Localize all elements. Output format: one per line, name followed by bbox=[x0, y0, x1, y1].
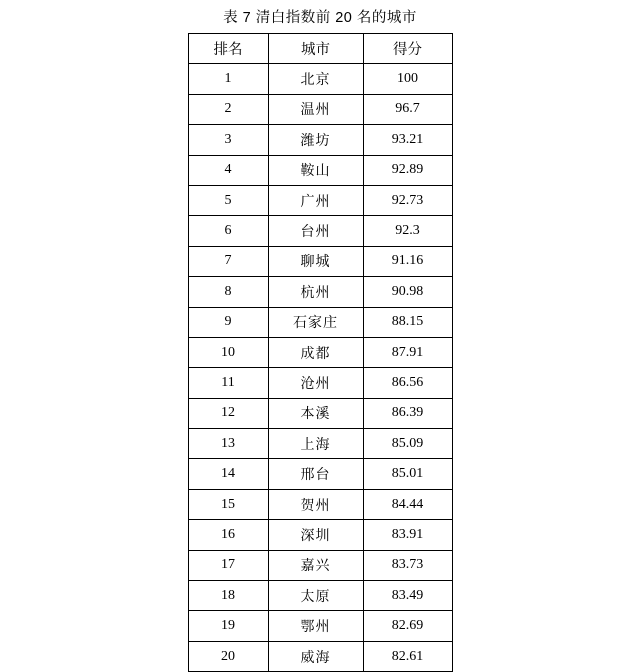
cell-rank: 18 bbox=[188, 581, 268, 611]
table-row bbox=[188, 611, 452, 641]
cell-score: 82.61 bbox=[363, 641, 452, 671]
cell-score: 85.09 bbox=[363, 429, 452, 459]
column-header-city: 城市 bbox=[268, 34, 363, 64]
cell-rank: 20 bbox=[188, 641, 268, 671]
cell-city: 邢台 bbox=[268, 459, 363, 489]
cell-rank: 17 bbox=[188, 550, 268, 580]
cell-city: 石家庄 bbox=[268, 307, 363, 337]
table-caption: 表 7 清白指数前 20 名的城市 bbox=[223, 10, 417, 26]
table-row bbox=[188, 307, 452, 337]
cell-city: 威海 bbox=[268, 641, 363, 671]
cell-score: 100 bbox=[363, 64, 452, 94]
cell-score: 91.16 bbox=[363, 246, 452, 276]
cell-rank: 2 bbox=[188, 94, 268, 124]
table-row bbox=[188, 337, 452, 367]
table-row bbox=[188, 398, 452, 428]
cell-rank: 9 bbox=[188, 307, 268, 337]
table-row bbox=[188, 94, 452, 124]
cell-rank: 11 bbox=[188, 368, 268, 398]
cell-city: 沧州 bbox=[268, 368, 363, 398]
cell-rank: 15 bbox=[188, 489, 268, 519]
cell-score: 82.69 bbox=[363, 611, 452, 641]
table-row bbox=[188, 246, 452, 276]
cell-city: 嘉兴 bbox=[268, 550, 363, 580]
table-row bbox=[188, 520, 452, 550]
cell-score: 83.91 bbox=[363, 520, 452, 550]
cell-rank: 3 bbox=[188, 125, 268, 155]
cell-rank: 14 bbox=[188, 459, 268, 489]
cell-rank: 8 bbox=[188, 277, 268, 307]
table-row bbox=[188, 125, 452, 155]
column-header-score: 得分 bbox=[363, 34, 452, 64]
table-header-row bbox=[188, 34, 452, 64]
cell-city: 广州 bbox=[268, 185, 363, 215]
cell-rank: 5 bbox=[188, 185, 268, 215]
table-row bbox=[188, 489, 452, 519]
table-header bbox=[188, 34, 452, 64]
cell-score: 92.73 bbox=[363, 185, 452, 215]
cell-score: 93.21 bbox=[363, 125, 452, 155]
cell-rank: 4 bbox=[188, 155, 268, 185]
table-row bbox=[188, 155, 452, 185]
cell-rank: 13 bbox=[188, 429, 268, 459]
cell-score: 83.49 bbox=[363, 581, 452, 611]
cell-score: 83.73 bbox=[363, 550, 452, 580]
cell-score: 86.39 bbox=[363, 398, 452, 428]
cell-city: 杭州 bbox=[268, 277, 363, 307]
cell-city: 太原 bbox=[268, 581, 363, 611]
cell-rank: 1 bbox=[188, 64, 268, 94]
cell-city: 北京 bbox=[268, 64, 363, 94]
table-row bbox=[188, 641, 452, 671]
cell-score: 90.98 bbox=[363, 277, 452, 307]
cell-city: 深圳 bbox=[268, 520, 363, 550]
cell-score: 86.56 bbox=[363, 368, 452, 398]
cell-city: 聊城 bbox=[268, 246, 363, 276]
cell-rank: 19 bbox=[188, 611, 268, 641]
ranking-table bbox=[188, 33, 453, 672]
cell-city: 本溪 bbox=[268, 398, 363, 428]
cell-score: 88.15 bbox=[363, 307, 452, 337]
cell-city: 上海 bbox=[268, 429, 363, 459]
cell-city: 温州 bbox=[268, 94, 363, 124]
table-row bbox=[188, 216, 452, 246]
cell-score: 84.44 bbox=[363, 489, 452, 519]
cell-city: 贺州 bbox=[268, 489, 363, 519]
table-row bbox=[188, 277, 452, 307]
table-row bbox=[188, 581, 452, 611]
table-row bbox=[188, 459, 452, 489]
cell-score: 92.3 bbox=[363, 216, 452, 246]
table-row bbox=[188, 429, 452, 459]
table-body bbox=[188, 64, 452, 672]
column-header-rank: 排名 bbox=[188, 34, 268, 64]
cell-score: 92.89 bbox=[363, 155, 452, 185]
cell-rank: 16 bbox=[188, 520, 268, 550]
cell-rank: 10 bbox=[188, 337, 268, 367]
cell-city: 成都 bbox=[268, 337, 363, 367]
table-row bbox=[188, 368, 452, 398]
cell-rank: 6 bbox=[188, 216, 268, 246]
cell-score: 96.7 bbox=[363, 94, 452, 124]
cell-city: 台州 bbox=[268, 216, 363, 246]
cell-rank: 12 bbox=[188, 398, 268, 428]
cell-city: 潍坊 bbox=[268, 125, 363, 155]
table-row bbox=[188, 185, 452, 215]
cell-score: 87.91 bbox=[363, 337, 452, 367]
table-container bbox=[0, 33, 640, 672]
cell-city: 鄂州 bbox=[268, 611, 363, 641]
table-row bbox=[188, 550, 452, 580]
cell-score: 85.01 bbox=[363, 459, 452, 489]
cell-city: 鞍山 bbox=[268, 155, 363, 185]
table-row bbox=[188, 64, 452, 94]
cell-rank: 7 bbox=[188, 246, 268, 276]
